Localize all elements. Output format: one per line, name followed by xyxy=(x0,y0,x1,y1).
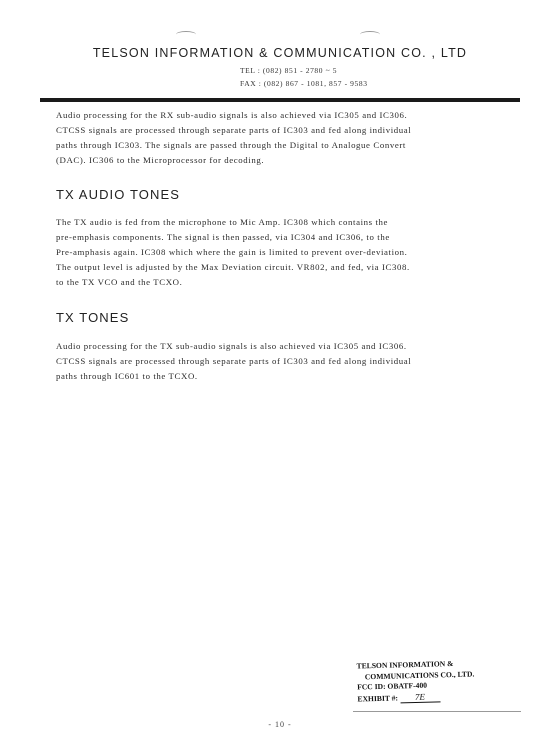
stamp-company-line: COMMUNICATIONS CO., LTD. xyxy=(364,668,475,681)
stamp-exhibit-value: 7E xyxy=(400,691,440,704)
paragraph-line: pre-emphasis components. The signal is then passed, via IC304 and IC306, to the xyxy=(56,232,390,242)
stamp-exhibit-label: EXHIBIT #: xyxy=(357,692,399,704)
fax: FAX : (082) 867 - 1081, 857 - 9583 xyxy=(240,79,368,88)
section-heading-tx-tones: TX TONES xyxy=(56,310,130,325)
tx-tones-paragraph xyxy=(56,339,482,384)
stamp-underline xyxy=(353,711,521,712)
paragraph-line: paths through IC303. The signals are passed through the Digital to Analogue Convert xyxy=(56,140,406,150)
page-number: - 10 - xyxy=(268,720,292,729)
paragraph-line: to the TX VCO and the TCXO. xyxy=(56,277,183,287)
paragraph-line: (DAC). IC306 to the Microprocessor for decoding. xyxy=(56,155,265,165)
paragraph-line: The TX audio is fed from the microphone to Mic Amp. IC308 which contains the xyxy=(56,217,389,227)
stamp-exhibit-row xyxy=(357,690,475,705)
scan-mark xyxy=(360,31,380,38)
section-heading-tx-audio-tones: TX AUDIO TONES xyxy=(56,187,181,202)
header-rule xyxy=(40,98,520,102)
stamp-company-line: TELSON INFORMATION & xyxy=(356,659,454,671)
fcc-exhibit-stamp xyxy=(356,658,475,704)
paragraph-line: CTCSS signals are processed through separate parts of IC303 and fed along individual xyxy=(56,356,412,366)
tx-audio-tones-paragraph xyxy=(56,215,482,290)
telephone: TEL : (082) 851 - 2780 ~ 5 xyxy=(240,66,338,75)
paragraph-line: paths through IC601 to the TCXO. xyxy=(56,371,198,381)
paragraph-line: CTCSS signals are processed through separate parts of IC303 and fed along individual xyxy=(56,125,412,135)
paragraph-line: Audio processing for the RX sub-audio signals is also achieved via IC305 and IC306. xyxy=(56,110,408,120)
paragraph-line: The output level is adjusted by the Max Deviation circuit. VR802, and fed, via IC308. xyxy=(56,262,410,272)
paragraph-line: Pre-amphasis again. IC308 which where the gain is limited to prevent over-deviation. xyxy=(56,247,408,257)
paragraph-line: Audio processing for the TX sub-audio signals is also achieved via IC305 and IC306. xyxy=(56,341,407,351)
rx-subaudio-paragraph xyxy=(56,108,482,168)
company-name: TELSON INFORMATION & COMMUNICATION CO. , LTD xyxy=(92,46,468,60)
stamp-fcc-id: FCC ID: OBATF-400 xyxy=(357,680,428,692)
scan-mark xyxy=(176,31,196,38)
